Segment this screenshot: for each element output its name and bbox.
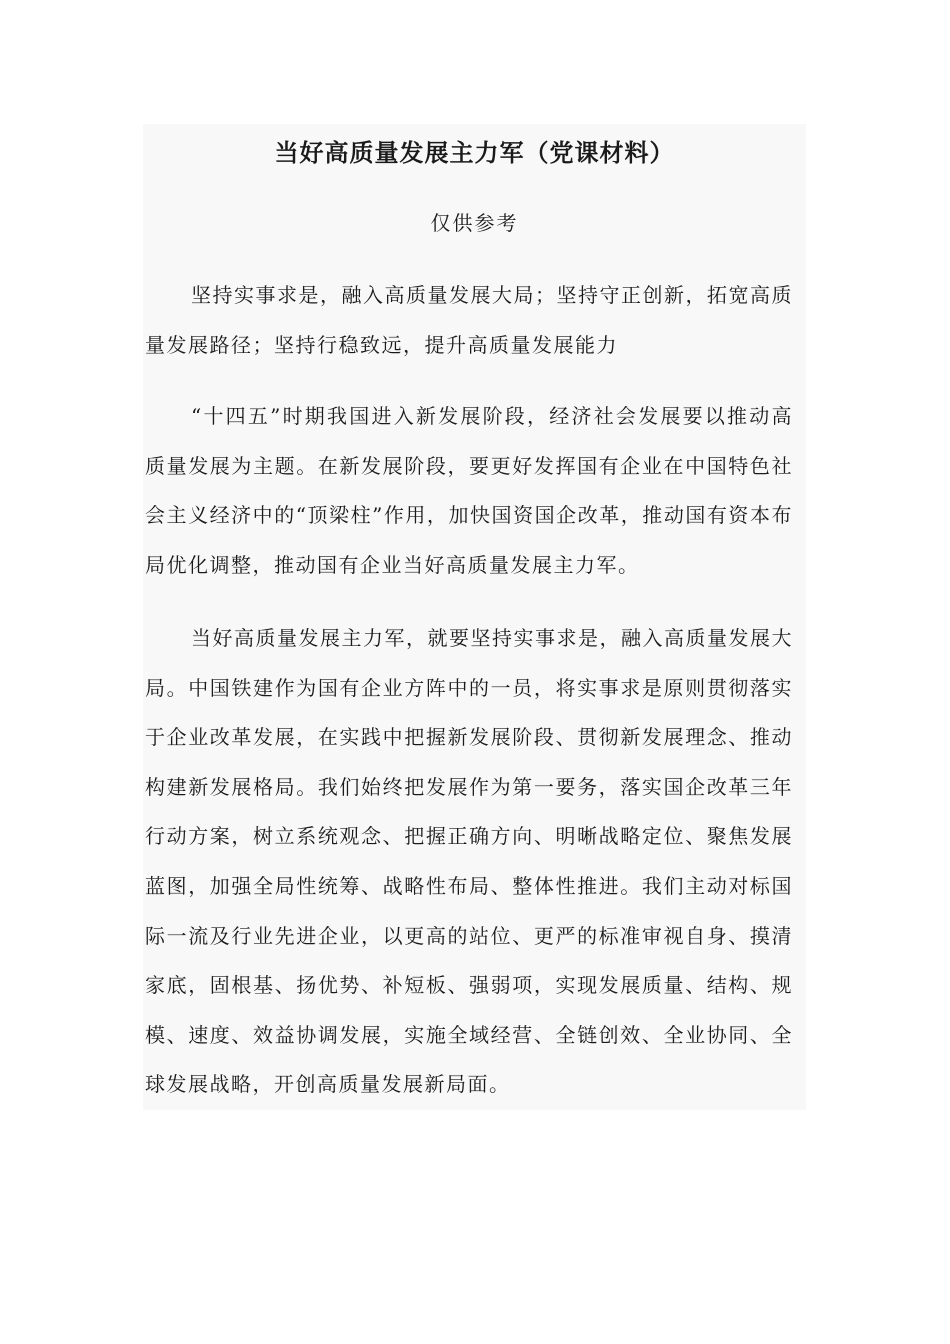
paragraph-introduction: “十四五”时期我国进入新发展阶段，经济社会发展要以推动高质量发展为主题。在新发展阶段，要更好发挥国有企业在中国特色社会主义经济中的“顶梁柱”作用，加快国资国企改革，推动国有资本布局优化调整，推动国有企业当好高质量发展主力军。	[145, 404, 793, 577]
paragraph-body: 当好高质量发展主力军，就要坚持实事求是，融入高质量发展大局。中国铁建作为国有企业方阵中的一员，将实事求是原则贯彻落实于企业改革发展，在实践中把握新发展阶段、贯彻新发展理念、推动构建新发展格局。我们始终把发展作为第一要务，落实国企改革三年行动方案，树立系统观念、把握正确方向、明晰战略定位、聚焦发展蓝图，加强全局性统筹、战略性布局、整体性推进。我们主动对标国际一流及行业先进企业，以更高的站位、更严的标准审视自身、摸清家底，固根基、扬优势、补短板、强弱项，实现发展质量、结构、规模、速度、效益协调发展，实施全域经营、全链创效、全业协同、全球发展战略，开创高质量发展新局面。	[145, 626, 793, 1097]
paragraph-summary: 坚持实事求是，融入高质量发展大局；坚持守正创新，拓宽高质量发展路径；坚持行稳致远，提升高质量发展能力	[145, 283, 793, 357]
document-title: 当好高质量发展主力军（党课材料）	[274, 138, 675, 167]
document-subtitle: 仅供参考	[430, 211, 519, 235]
